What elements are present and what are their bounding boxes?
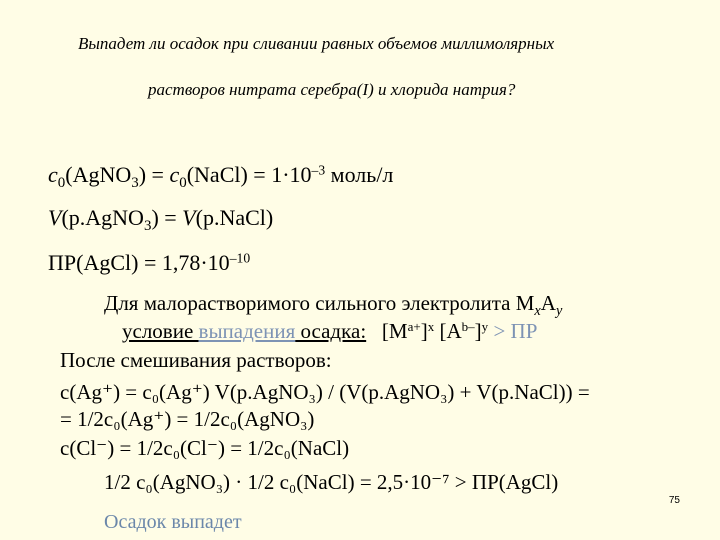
expr-m-charge: a+	[407, 318, 421, 334]
condition-highlight: выпадения	[198, 319, 296, 343]
expr-a-charge: b–	[461, 318, 475, 334]
given-volumes: V(р.AgNO$_3$) = V(р.NaCl)	[48, 205, 274, 235]
rule-a: A	[540, 291, 556, 315]
condition-tail: осадка:	[295, 319, 367, 343]
conclusion: Осадок выпадет	[104, 511, 242, 533]
c0-agno3: (AgNO	[65, 162, 132, 187]
rule-text: Для малорастворимого сильного электролита M	[104, 291, 535, 315]
expr-m: [M	[381, 319, 408, 343]
expr-a: [A	[434, 319, 462, 343]
expr-tail: > ПР	[488, 319, 538, 343]
question-title-line-2: растворов нитрата серебра(I) и хлорида натрия?	[148, 80, 516, 99]
precipitation-condition: условие выпадения осадка: $[M^{a+}]^x$ $[A^{b-}]^y$ > ПР	[122, 318, 538, 343]
expr-a-exp: y	[481, 318, 489, 334]
ion-product-line: 1/2 c₀(AgNO₃) · 1/2 c₀(NaCl) = 2,5·10⁻⁷ > ПР(AgCl)	[104, 470, 559, 494]
rule-x: x	[534, 302, 541, 319]
v-nacl: (р.NaCl)	[195, 205, 274, 230]
v-symbol: V	[48, 205, 62, 230]
pr-value: ПР(AgCl) = 1,78·10	[48, 250, 230, 275]
c0-symbol: c	[48, 162, 58, 187]
after-mixing-heading: После смешивания растворов:	[60, 348, 332, 372]
c0-eq: ) =	[138, 162, 170, 187]
expr-m-exp: x	[427, 318, 435, 334]
c0-nacl: (NaCl) = 1·10	[186, 162, 312, 187]
c0-exponent: –3	[311, 162, 326, 178]
question-title-line-1: Выпадет ли осадок при сливании равных объемов миллимолярных	[78, 34, 555, 53]
silver-concentration-line: c(Ag⁺) = c₀(Ag⁺) V(р.AgNO₃) / (V(р.AgNO₃) + V(р.NaCl)) =	[60, 380, 590, 404]
v-symbol-2: V	[182, 205, 196, 230]
page-number: 75	[668, 495, 680, 506]
c0-unit: моль/л	[325, 162, 394, 187]
rule-statement	[104, 291, 563, 319]
v-agno3: (р.AgNO	[61, 205, 144, 230]
pr-exponent: –10	[229, 250, 251, 266]
chloride-concentration-line: c(Cl⁻) = 1/2c₀(Cl⁻) = 1/2c₀(NaCl)	[60, 436, 350, 460]
given-solubility-product	[48, 250, 250, 276]
v-eq: ) =	[151, 205, 183, 230]
given-concentration: $c_0(AgNO_3)$ = $c_0(NaCl) = 1\cdot 10^{-3}$ моль/л	[48, 162, 394, 192]
condition-word: условие	[122, 319, 199, 343]
rule-y: y	[555, 302, 563, 319]
silver-concentration-result: = 1/2c₀(Ag⁺) = 1/2c₀(AgNO₃)	[60, 407, 315, 431]
